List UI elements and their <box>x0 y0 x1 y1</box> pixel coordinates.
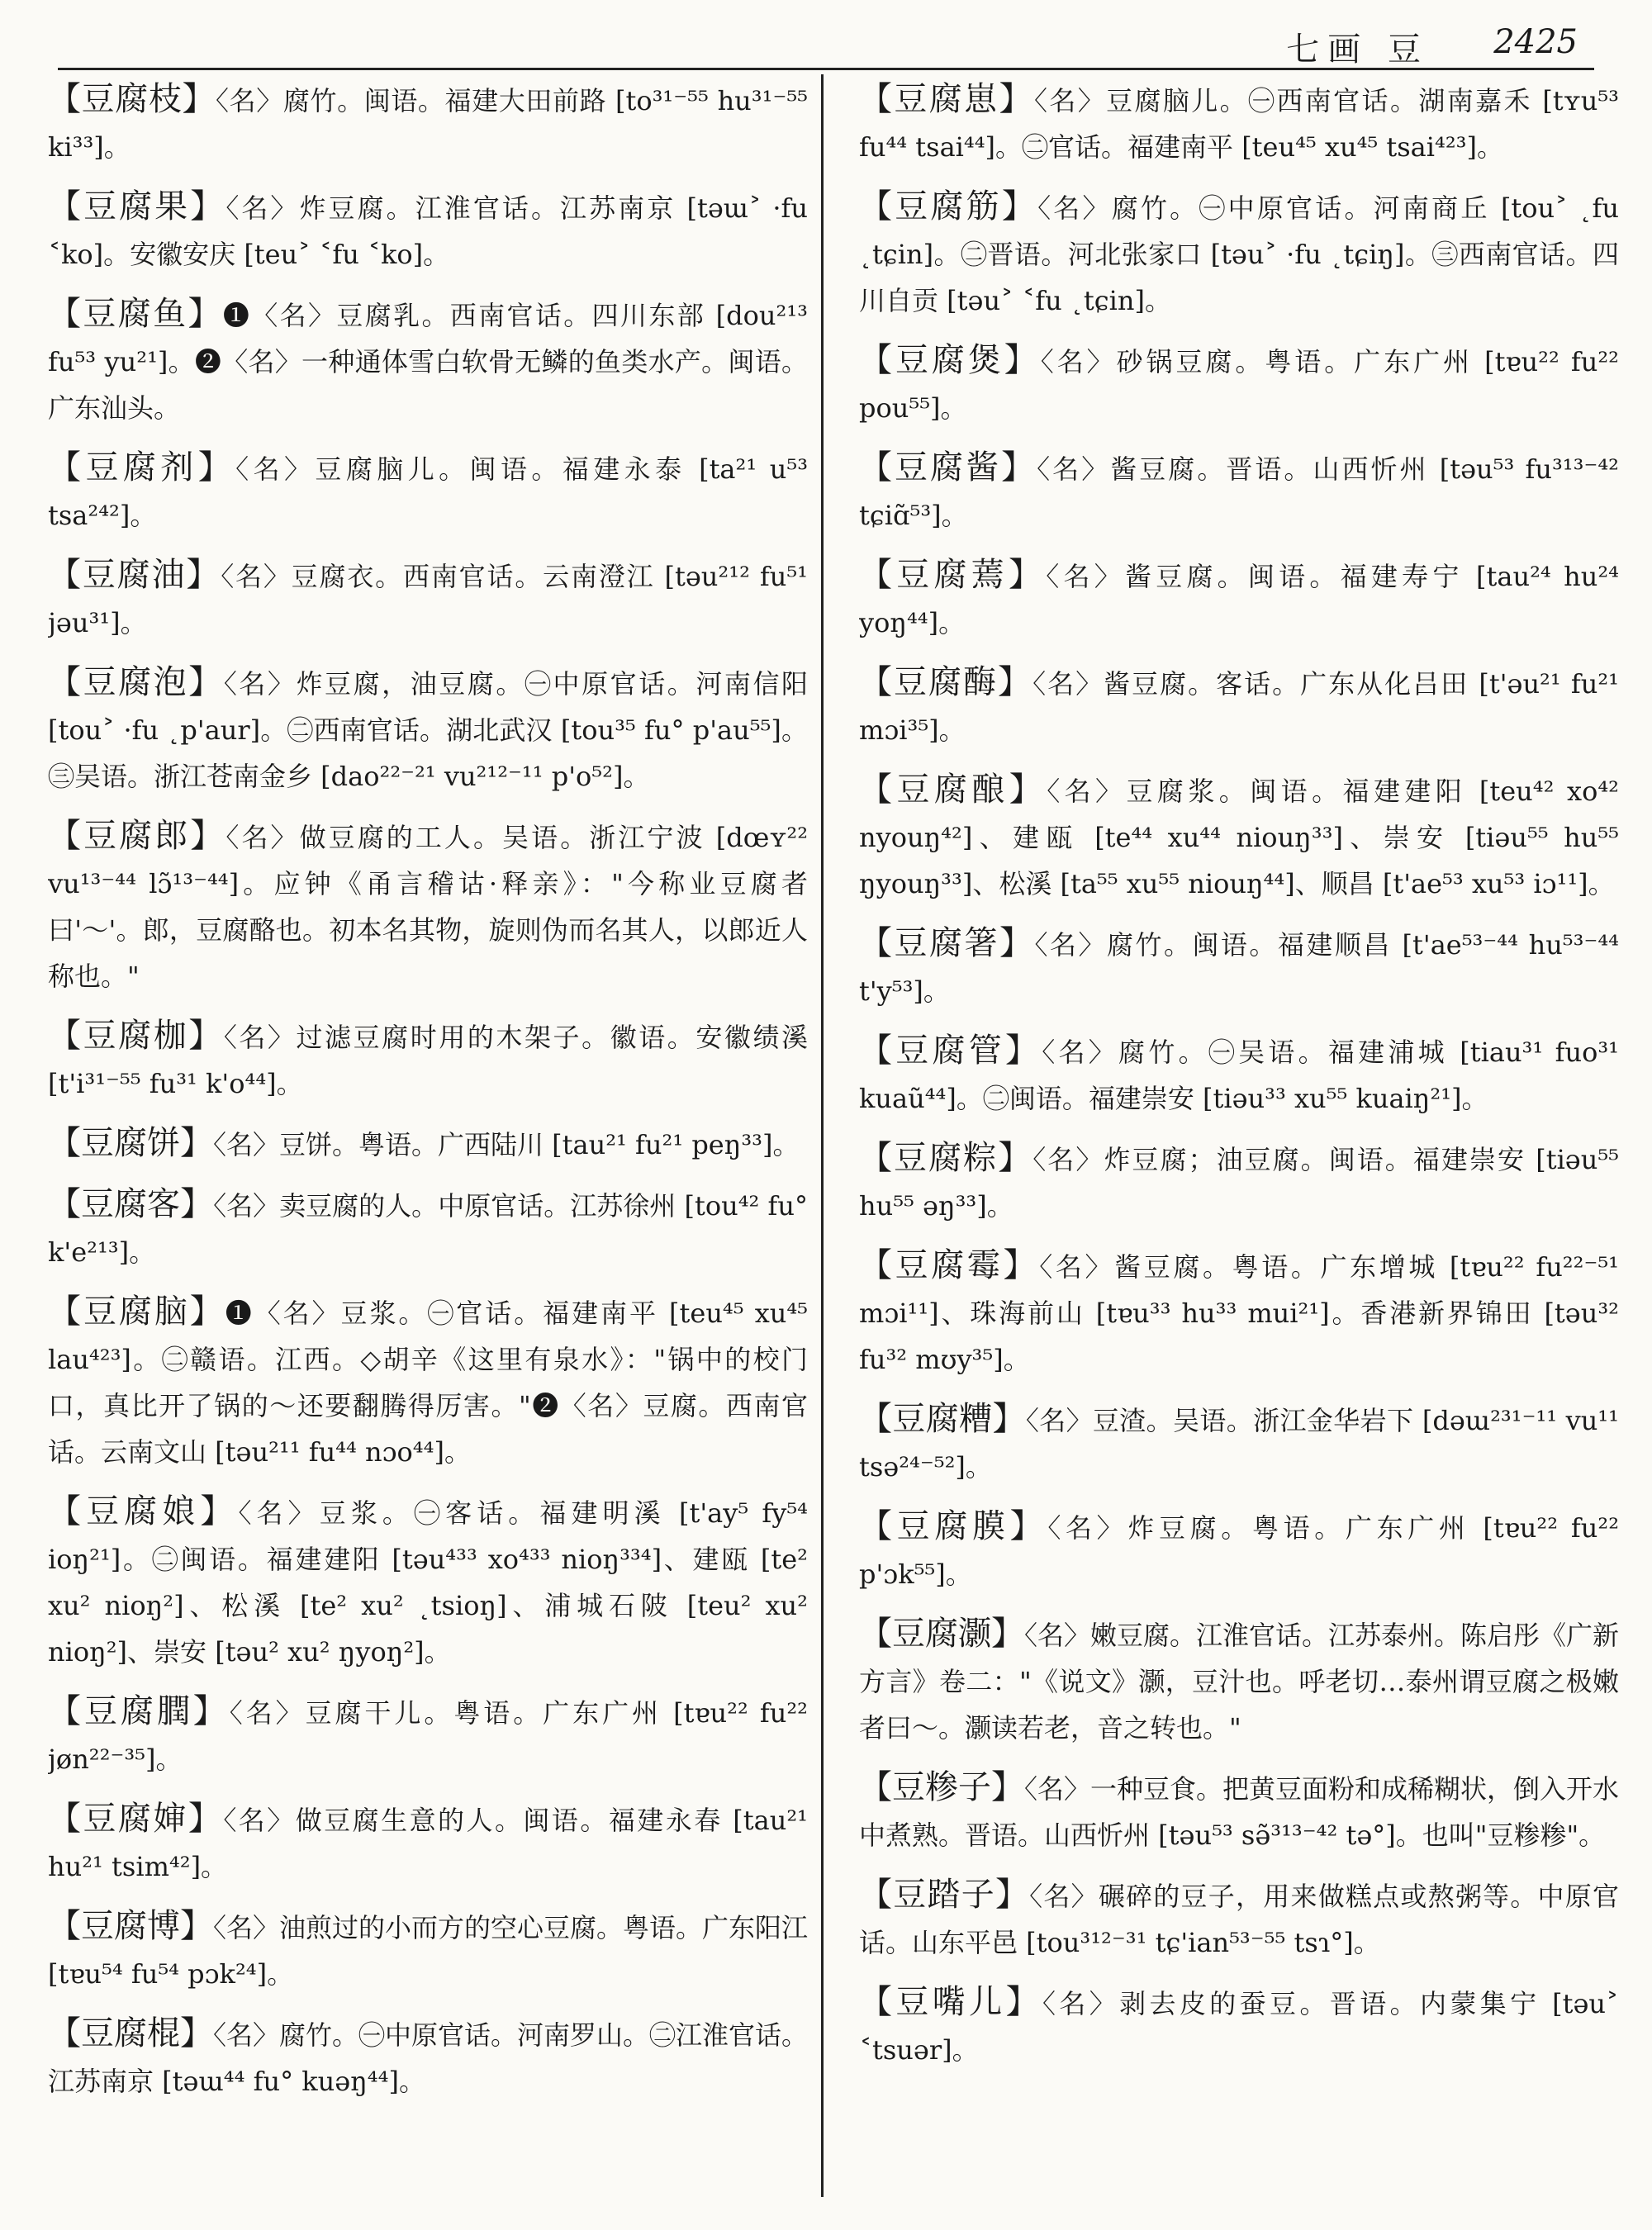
entry-definition: 〈名〉豆饼。粤语。广西陆川 [tau²¹ fu²¹ peŋ³³]。 <box>213 1129 800 1160</box>
entry-definition: 〈名〉炸豆腐；油豆腐。闽语。福建崇安 [tiəu⁵⁵ hu⁵⁵ əŋ³³]。 <box>859 1144 1619 1222</box>
entry-headword: 【 豆腐筋 】 <box>859 187 1037 225</box>
entry-headword: 【 豆腐果 】 <box>48 187 225 225</box>
entry-headword: 【 豆腐娘 】 <box>48 1492 238 1530</box>
entry-headword: 【 豆腐脑 】 <box>48 1293 225 1331</box>
entry-definition: 〈名〉腐竹。闽语。福建顺昌 [t'ae⁵³⁻⁴⁴ hu⁵³⁻⁴⁴ t'y⁵³]。 <box>859 929 1619 1007</box>
entry-headword: 【 豆腐膜 】 <box>859 1507 1047 1545</box>
dictionary-entry <box>859 1027 1619 1122</box>
entry-headword: 【 豆糁子 】 <box>859 1768 1024 1806</box>
dictionary-entry <box>859 183 1619 324</box>
entry-headword: 【 豆腐崽 】 <box>859 80 1034 118</box>
dictionary-entry <box>859 1764 1619 1858</box>
entry-definition: 〈名〉炸豆腐，油豆腐。㊀中原官话。河南信阳 [tou˃ ·fu ˛p'aur]。㊁西南官话。湖北武汉 [tou³⁵ fu° p'au⁵⁵]。㊂吴语。浙江苍南金乡 [dao²²⁻²¹ vu²¹²⁻¹¹ p'o⁵²]。 <box>48 668 808 792</box>
entry-definition: 〈名〉酱豆腐。晋语。山西忻州 [təu⁵³ fu³¹³⁻⁴² tɕiɑ̃⁵³]。 <box>859 453 1619 531</box>
entry-definition: 〈名〉剥去皮的蚕豆。晋语。内蒙集宁 [təu˃ ˂tsuər]。 <box>859 1988 1619 2066</box>
dictionary-entry <box>859 1611 1619 1751</box>
entry-headword: 【 豆腐剂 】 <box>48 448 235 486</box>
entry-definition: ❶〈名〉豆腐乳。西南官话。四川东部 [dou²¹³ fu⁵³ yu²¹]。❷〈名〉一种通体雪白软骨无鳞的鱼类水产。闽语。广东汕头。 <box>48 300 808 424</box>
entry-definition: 〈名〉豆渣。吴语。浙江金华岩下 [dəɯ²³¹⁻¹¹ vu¹¹ tsə²⁴⁻⁵²]。 <box>859 1405 1619 1483</box>
dictionary-entry <box>48 1488 808 1675</box>
dictionary-entry <box>48 1120 808 1168</box>
entry-definition: 〈名〉炸豆腐。粤语。广东广州 [tɐu²² fu²² p'ɔk⁵⁵]。 <box>859 1512 1619 1590</box>
entry-headword: 【 豆踏子 】 <box>859 1876 1029 1914</box>
entry-definition: 〈名〉碾碎的豆子，用来做糕点或熬粥等。中原官话。山东平邑 [tou³¹²⁻³¹ tɕ'ian⁵³⁻⁵⁵ tsɿ°]。 <box>859 1881 1619 1958</box>
entry-definition: 〈名〉酱豆腐。粤语。广东增城 [tɐu²² fu²²⁻⁵¹ mɔi¹¹]、珠海前山 [tɐu³³ hu³³ mui²¹]。香港新界锦田 [təu³² fu³² mʊy³⁵]。 <box>859 1251 1619 1375</box>
entry-headword: 【 豆腐棍 】 <box>48 2014 213 2052</box>
dictionary-entry <box>859 76 1619 170</box>
entry-definition: 〈名〉一种豆食。把黄豆面粉和成稀糊状，倒入开水中煮熟。晋语。山西忻州 [təu⁵³ sə̃³¹³⁻⁴² tə°]。也叫"豆糁糁"。 <box>859 1773 1619 1851</box>
entry-definition: 〈名〉豆腐干儿。粤语。广东广州 [tɐu²² fu²² jøn²²⁻³⁵]。 <box>48 1697 808 1775</box>
entry-definition: 〈名〉嫩豆腐。江淮官话。江苏泰州。陈启彤《广新方言》卷二："《说文》灏，豆汁也。呼老切…泰州谓豆腐之极嫩者曰～。灏读若老，音之转也。" <box>859 1620 1619 1744</box>
entry-headword: 【 豆腐糟 】 <box>859 1400 1026 1438</box>
entry-definition: 〈名〉豆腐脑儿。㊀西南官话。湖南嘉禾 [tʏu⁵³ fu⁴⁴ tsai⁴⁴]。㊁官话。福建南平 [teu⁴⁵ xu⁴⁵ tsai⁴²³]。 <box>859 85 1619 163</box>
dictionary-entry <box>859 766 1619 907</box>
dictionary-entry <box>48 1013 808 1107</box>
entry-definition: 〈名〉过滤豆腐时用的木架子。徽语。安徽绩溪 [t'i³¹⁻⁵⁵ fu³¹ k'o⁴⁴]。 <box>48 1022 808 1099</box>
entry-headword: 【 豆腐客 】 <box>48 1185 213 1223</box>
entry-headword: 【 豆腐粽 】 <box>859 1139 1032 1177</box>
entry-definition: 〈名〉做豆腐的工人。吴语。浙江宁波 [dœʏ²² vu¹³⁻⁴⁴ lɔ̃¹³⁻⁴⁴]。应钟《甬言稽诂·释亲》："今称业豆腐者曰'～'。郎，豆腐酪也。初本名其物，旋则伪而名其人，以郎近人称也。" <box>48 822 808 992</box>
entry-definition: 〈名〉酱豆腐。客话。广东从化吕田 [t'əu²¹ fu²¹ mɔi³⁵]。 <box>859 668 1619 746</box>
entry-headword: 【 豆腐泡 】 <box>48 663 224 701</box>
dictionary-entry <box>48 183 808 278</box>
dictionary-entry <box>859 1503 1619 1597</box>
dictionary-entry <box>859 1135 1619 1229</box>
entry-headword: 【 豆腐油 】 <box>48 556 221 594</box>
entry-definition: 〈名〉炸豆腐。江淮官话。江苏南京 [təɯ˃ ·fu ˂ko]。安徽安庆 [teu˃ ˂fu ˂ko]。 <box>48 192 808 270</box>
dictionary-entry <box>48 1288 808 1475</box>
dictionary-entry <box>859 444 1619 539</box>
dictionary-entry <box>48 76 808 170</box>
dictionary-entry <box>859 337 1619 431</box>
header-section: 七画 豆 <box>1286 31 1429 69</box>
entry-definition: 〈名〉酱豆腐。闽语。福建寿宁 [tau²⁴ hu²⁴ yoŋ⁴⁴]。 <box>859 561 1619 638</box>
entry-definition: 〈名〉腐竹。闽语。福建大田前路 [to³¹⁻⁵⁵ hu³¹⁻⁵⁵ ki³³]。 <box>48 85 808 163</box>
entry-definition: 〈名〉豆腐衣。西南官话。云南澄江 [təu²¹² fu⁵¹ jəu³¹]。 <box>48 561 808 638</box>
left-column <box>48 76 808 2118</box>
dictionary-entry <box>48 1903 808 1997</box>
page-header <box>58 18 1594 70</box>
dictionary-entry <box>48 813 808 999</box>
entry-headword: 【 豆腐煲 】 <box>859 341 1041 379</box>
entry-headword: 【 豆腐博 】 <box>48 1907 213 1945</box>
entry-headword: 【 豆腐蔫 】 <box>859 556 1046 594</box>
entry-definition: 〈名〉卖豆腐的人。中原官话。江苏徐州 [tou⁴² fu° k'e²¹³]。 <box>48 1190 808 1268</box>
entry-headword: 【 豆腐鱼 】 <box>48 295 223 333</box>
entry-definition: ❶〈名〉豆浆。㊀官话。福建南平 [teu⁴⁵ xu⁴⁵ lau⁴²³]。㊁赣语。江西。◇胡辛《这里有泉水》："锅中的校门口，真比开了锅的～还要翻腾得厉害。"❷〈名〉豆腐。西南官话。云南文山 [təu²¹¹ fu⁴⁴ nɔo⁴⁴]。 <box>48 1298 808 1468</box>
entry-headword: 【 豆腐枷 】 <box>48 1017 224 1055</box>
entry-headword: 【 豆腐酶 】 <box>859 663 1032 701</box>
entry-definition: 〈名〉做豆腐生意的人。闽语。福建永春 [tau²¹ hu²¹ tsim⁴²]。 <box>48 1805 808 1882</box>
dictionary-entry <box>48 291 808 431</box>
entry-definition: 〈名〉腐竹。㊀中原官话。河南商丘 [tou˃ ˛fu ˛tɕin]。㊁晋语。河北张家口 [təu˃ ·fu ˛tɕiŋ]。㊂西南官话。四川自贡 [təu˃ ˂fu ˛tɕin]。 <box>859 192 1619 316</box>
right-column <box>859 76 1619 2086</box>
entry-headword: 【 豆腐酱 】 <box>859 448 1037 486</box>
entry-headword: 【 豆腐婶 】 <box>48 1800 223 1838</box>
entry-definition: 〈名〉油煎过的小而方的空心豆腐。粤语。广东阳江 [tɐu⁵⁴ fu⁵⁴ pɔk²⁴]。 <box>48 1912 808 1990</box>
dictionary-entry <box>859 1396 1619 1490</box>
entry-headword: 【 豆腐枝 】 <box>48 80 216 118</box>
entry-headword: 【 豆腐管 】 <box>859 1032 1042 1070</box>
entry-definition: 〈名〉豆浆。㊀客话。福建明溪 [t'ay⁵ fy⁵⁴ ioŋ²¹]。㊁闽语。福建建阳 [təu⁴³³ xo⁴³³ nioŋ³³⁴]、建瓯 [te² xu² nioŋ²]、松溪 [te² xu² ˛tsioŋ]、浦城石陂 [teu² xu² nioŋ²]、崇安 [təu² xu² ŋyoŋ²]。 <box>48 1497 808 1668</box>
entry-headword: 【 豆腐灏 】 <box>859 1615 1024 1653</box>
entry-headword: 【 豆腐饼 】 <box>48 1124 213 1162</box>
dictionary-entry <box>48 1688 808 1782</box>
entry-definition: 〈名〉豆腐浆。闽语。福建建阳 [teu⁴² xo⁴² nyouŋ⁴²]、建瓯 [te⁴⁴ xu⁴⁴ niouŋ³³]、崇安 [tiəu⁵⁵ hu⁵⁵ ŋyouŋ³³]、松溪 [ta⁵⁵ xu⁵⁵ niouŋ⁴⁴]、顺昌 [t'ae⁵³ xu⁵³ iɔ¹¹]。 <box>859 776 1619 899</box>
entry-definition: 〈名〉砂锅豆腐。粤语。广东广州 [tɐu²² fu²² pou⁵⁵]。 <box>859 346 1619 424</box>
dictionary-entry <box>859 1979 1619 2073</box>
dictionary-entry <box>48 552 808 646</box>
dictionary-entry <box>48 1181 808 1275</box>
entry-headword: 【 豆嘴儿 】 <box>859 1983 1042 2021</box>
dictionary-entry <box>859 1872 1619 1966</box>
entry-headword: 【 豆腐霉 】 <box>859 1246 1039 1284</box>
entry-headword: 【 豆腐箸 】 <box>859 924 1034 962</box>
dictionary-entry <box>859 920 1619 1014</box>
entry-headword: 【 豆腐郎 】 <box>48 817 225 855</box>
entry-headword: 【 豆腐膶 】 <box>48 1692 230 1730</box>
entry-definition: 〈名〉腐竹。㊀中原官话。河南罗山。㊁江淮官话。江苏南京 [təɯ⁴⁴ fu° kuəŋ⁴⁴]。 <box>48 2019 808 2097</box>
entry-definition: 〈名〉豆腐脑儿。闽语。福建永泰 [ta²¹ u⁵³ tsa²⁴²]。 <box>48 453 808 531</box>
dictionary-entry <box>48 2010 808 2104</box>
entry-definition: 〈名〉腐竹。㊀吴语。福建浦城 [tiau³¹ fuo³¹ kuaũ⁴⁴]。㊁闽语。福建崇安 [tiəu³³ xu⁵⁵ kuaiŋ²¹]。 <box>859 1037 1619 1114</box>
page-number: 2425 <box>1493 23 1578 61</box>
dictionary-entry <box>859 659 1619 753</box>
dictionary-entry <box>859 552 1619 646</box>
dictionary-entry <box>48 1796 808 1890</box>
dictionary-entry <box>48 659 808 799</box>
dictionary-entry <box>48 444 808 539</box>
dictionary-entry <box>859 1242 1619 1383</box>
entry-headword: 【 豆腐酿 】 <box>859 771 1047 809</box>
column-divider <box>821 74 824 2197</box>
